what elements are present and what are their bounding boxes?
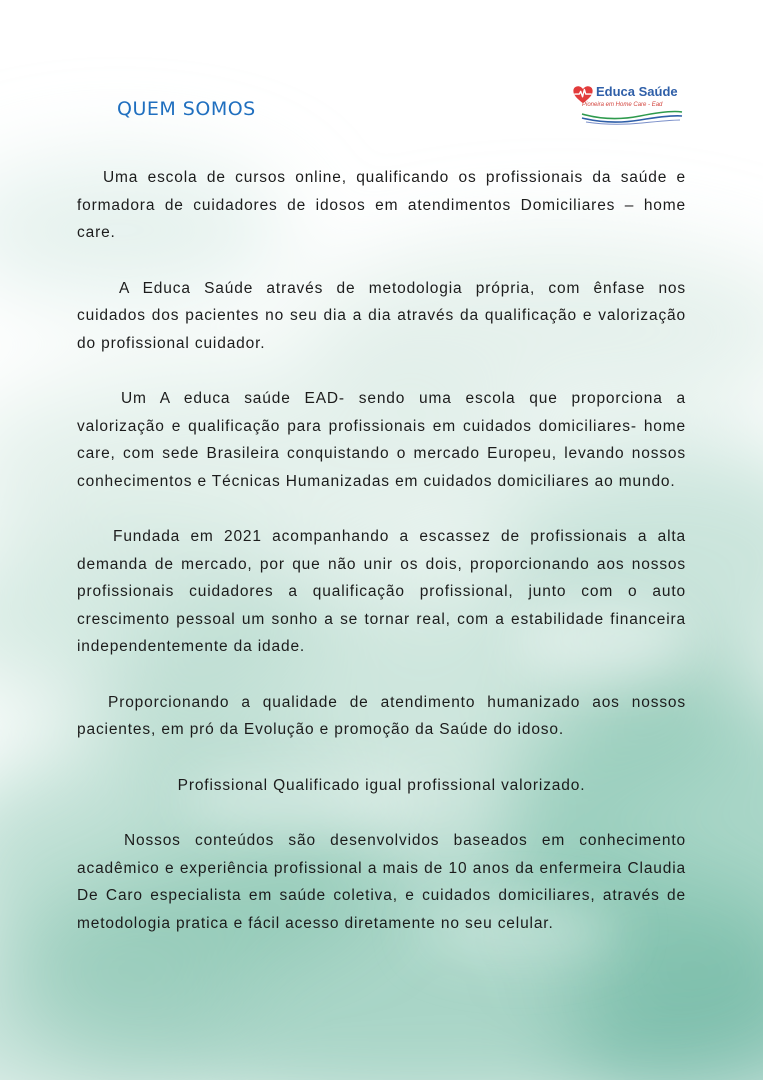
page-title: QUEM SOMOS xyxy=(117,98,256,120)
paragraph-slogan: Profissional Qualificado igual profissional valorizado. xyxy=(177,776,586,794)
logo-tagline: Pioneira em Home Care - Ead xyxy=(582,102,663,108)
educa-saude-logo xyxy=(572,84,684,126)
paragraph-history: Fundada em 2021 acompanhando a escassez de profissionais a alta demanda de mercado, por que não unir os dois, proporcionando aos nossos profissionais cuidadores a qualificação profissional, junto com o auto crescimento pessoal um sonho a se tornar real, com a estabilidade financeira independentemente da idade. xyxy=(77,528,686,655)
about-text xyxy=(77,164,686,965)
paragraph-intro: Uma escola de cursos online, qualificando os profissionais da saúde e formadora de cuidadores de idosos em atendimentos Domiciliares – home care. xyxy=(77,169,686,241)
paragraph-methodology: A Educa Saúde através de metodologia própria, com ênfase nos cuidados dos pacientes no seu dia a dia através da qualificação e valorização do profissional cuidador. xyxy=(77,279,686,352)
logo-name: Educa Saúde xyxy=(596,84,678,99)
paragraph-mission: Um A educa saúde EAD- sendo uma escola que proporciona a valorização e qualificação para profissionais em cuidados domiciliares- home care, com sede Brasileira conquistando o mercado Europeu, levando nossos conhecimentos e Técnicas Humanizadas em cuidados domiciliares ao mundo. xyxy=(77,390,686,490)
paragraph-quality: Proporcionando a qualidade de atendimento humanizado aos nossos pacientes, em pró da Evolução e promoção da Saúde do idoso. xyxy=(77,693,686,738)
wave-lines-icon xyxy=(580,108,684,126)
paragraph-content: Nossos conteúdos são desenvolvidos baseados em conhecimento acadêmico e experiência profissional a mais de 10 anos da enfermeira Claudia De Caro especialista em saúde coletiva, e cuidados domiciliares, através de metodologia pratica e fácil acesso diretamente no seu celular. xyxy=(77,832,686,932)
